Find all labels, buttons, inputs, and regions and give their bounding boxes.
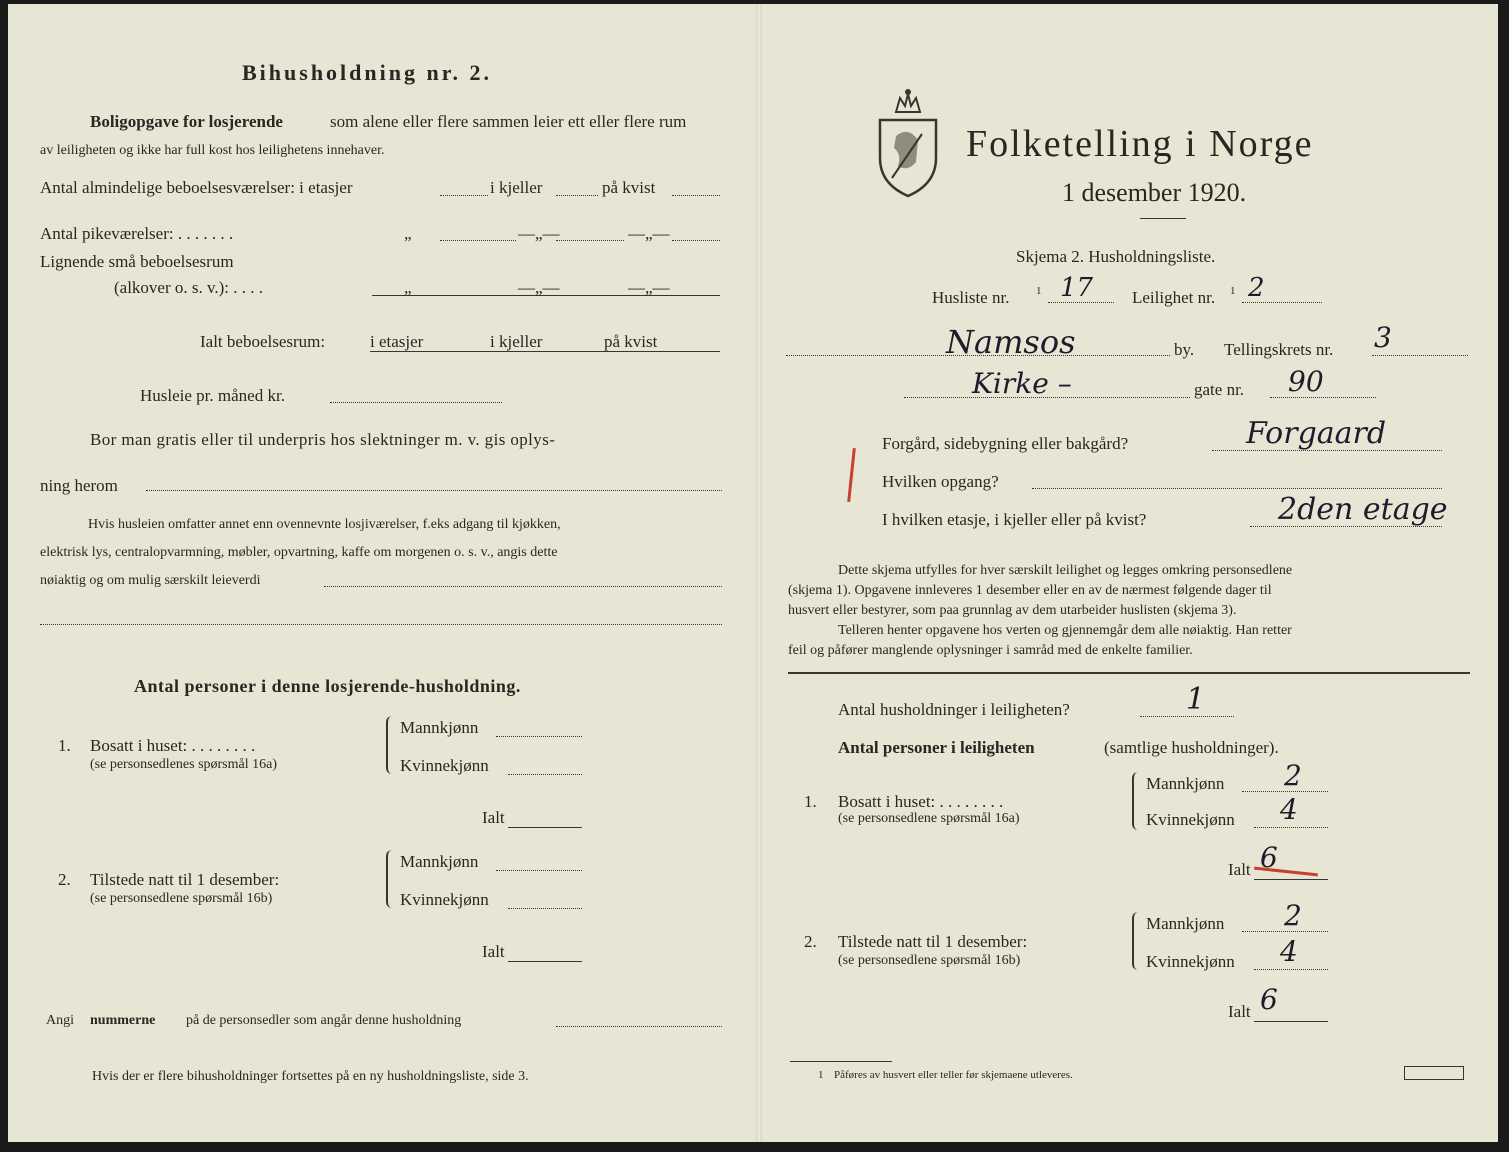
left-res-female-label: Kvinnekjønn (400, 756, 489, 775)
rent-line (330, 402, 502, 403)
numbers-rest: på de personsedler som angår denne husholdning (186, 1013, 462, 1028)
free-line (146, 490, 722, 491)
maid-line-2 (556, 240, 624, 241)
title-rule (1140, 218, 1186, 219)
free-line2: ning herom (40, 476, 118, 495)
present-total-value: 6 (1260, 983, 1278, 1016)
small-ditto-2: —„— (518, 278, 560, 297)
left-pres-female-label: Kvinnekjønn (400, 890, 489, 909)
extra-line1: Hvis husleien omfatter annet enn ovennevnte losjiværelser, f.eks adgang til kjøkken, (88, 517, 561, 532)
footnote-number: 1 (818, 1069, 824, 1081)
footnote-text: Påføres av husvert eller teller før skjemaene utleveres. (834, 1069, 1073, 1081)
small-rooms-line1: Lignende små beboelsesrum (40, 252, 234, 271)
right-res-female-line (1254, 827, 1328, 828)
rooms-attic-label: på kvist (602, 178, 656, 197)
free-line1: Bor man gratis eller til underpris hos slektninger m. v. gis oplys- (90, 430, 556, 449)
left-item1-num: 1. (58, 736, 71, 755)
extra-line-b (40, 624, 722, 625)
left-item1-brace (386, 716, 394, 774)
city-label: by. (1174, 340, 1195, 359)
rooms-basement-line (556, 195, 598, 196)
left-item1-sub: (se personsedlenes spørsmål 16a) (90, 757, 278, 772)
numbers-line (556, 1026, 722, 1027)
maid-rooms-label: Antal pikeværelser: . . . . . . . (40, 224, 234, 243)
right-item1-num: 1. (804, 792, 817, 811)
entrance-line (1032, 488, 1442, 489)
rooms-attic-line (672, 195, 720, 196)
building-answer: Forgaard (1246, 416, 1387, 451)
census-form-sheet (8, 4, 1498, 1142)
numbers-pre: Angi (46, 1013, 74, 1028)
maid-line-1 (440, 240, 516, 241)
instruction-line4: Telleren henter opgavene hos verten og gjennemgår dem alle nøiaktig. Han retter (838, 623, 1292, 638)
left-item2-num: 2. (58, 870, 71, 889)
right-item1-sub: (se personsedlene spørsmål 16a) (838, 811, 1020, 826)
right-persons-heading-bold: Antal personer i leiligheten (838, 738, 1035, 757)
maid-line-3 (672, 240, 720, 241)
bihusholdning-title: Bihusholdning nr. 2. (242, 60, 492, 85)
printer-stamp (1404, 1066, 1464, 1080)
left-res-male-label: Mannkjønn (400, 718, 479, 737)
street-value: Kirke – (972, 367, 1072, 400)
maid-ditto-2: —„— (518, 224, 560, 243)
total-rooms-label: Ialt beboelsesrum: (200, 332, 326, 351)
right-res-female-label: Kvinnekjønn (1146, 810, 1235, 829)
left-pres-male-line (496, 870, 582, 871)
right-res-total-line (1254, 879, 1328, 880)
census-title: Folketelling i Norge (966, 123, 1314, 165)
right-pres-male-label: Mannkjønn (1146, 914, 1225, 933)
extra-line-a (324, 586, 722, 587)
left-res-total-line (508, 827, 582, 828)
left-item2-brace (386, 850, 394, 908)
left-pres-total-line (508, 961, 582, 962)
intro-bold: Boligopgave for losjerende (90, 112, 283, 131)
street-number-value: 90 (1288, 365, 1324, 398)
instruction-line1: Dette skjema utfylles for hver særskilt leilighet og legges omkring personsedlene (838, 563, 1293, 578)
households-value: 1 (1186, 682, 1206, 717)
apartment-value: 2 (1248, 273, 1265, 303)
left-pres-male-label: Mannkjønn (400, 852, 479, 871)
right-item1-label: Bosatt i huset: . . . . . . . . (838, 792, 1004, 811)
left-item1-label: Bosatt i huset: . . . . . . . . (90, 736, 256, 755)
maid-ditto: „ (404, 224, 412, 243)
norwegian-coat-of-arms-icon (872, 88, 944, 200)
instruction-line5: feil og påfører manglende oplysninger i samråd med de enkelte familier. (788, 643, 1193, 658)
left-res-male-line (496, 736, 582, 737)
extra-line3: nøiaktig og om mulig særskilt leieverdi (40, 573, 261, 588)
footnote-rule (790, 1061, 892, 1062)
street-label: gate nr. (1194, 380, 1245, 399)
resident-female-value: 4 (1280, 793, 1298, 826)
left-item2-label: Tilstede natt til 1 desember: (90, 870, 280, 889)
left-res-female-line (508, 774, 582, 775)
district-label: Tellingskrets nr. (1224, 340, 1334, 359)
left-pres-total-label: Ialt (482, 942, 505, 961)
house-list-value: 17 (1060, 273, 1094, 303)
right-item2-num: 2. (804, 932, 817, 951)
house-list-label: Husliste nr. (932, 288, 1010, 307)
city-value: Namsos (946, 323, 1076, 361)
right-pres-female-line (1254, 969, 1328, 970)
left-pres-female-line (508, 908, 582, 909)
red-pencil-mark (847, 448, 856, 502)
resident-total-value: 6 (1260, 841, 1278, 874)
rent-label: Husleie pr. måned kr. (140, 386, 285, 405)
district-value: 3 (1374, 321, 1392, 354)
left-footer: Hvis der er flere bihusholdninger fortsettes på en ny husholdningsliste, side 3. (92, 1069, 529, 1084)
right-res-male-label: Mannkjønn (1146, 774, 1225, 793)
right-item2-sub: (se personsedlene spørsmål 16b) (838, 953, 1021, 968)
total-floors-label: i etasjer (370, 332, 424, 351)
right-pres-female-label: Kvinnekjønn (1146, 952, 1235, 971)
total-attic-label: på kvist (604, 332, 658, 351)
right-item1-brace (1132, 772, 1140, 830)
district-line (1372, 355, 1468, 356)
present-female-value: 4 (1280, 935, 1298, 968)
numbers-bold: nummerne (90, 1013, 156, 1028)
rooms-floors-line (440, 195, 488, 196)
left-persons-heading: Antal personer i denne losjerende-husholdning. (134, 676, 521, 696)
instruction-rule (788, 672, 1470, 674)
apartment-footnote-mark: 1 (1230, 285, 1236, 297)
right-item2-brace (1132, 912, 1140, 970)
intro-line2: av leiligheten og ikke har full kost hos leilighetens innehaver. (40, 143, 385, 158)
intro-rest: som alene eller flere sammen leier ett eller flere rum (330, 112, 687, 131)
census-date: 1 desember 1920. (1062, 178, 1247, 207)
left-item2-sub: (se personsedlene spørsmål 16b) (90, 891, 273, 906)
small-ditto: „ (404, 278, 412, 297)
present-male-value: 2 (1284, 899, 1302, 932)
maid-ditto-3: —„— (628, 224, 670, 243)
households-label: Antal husholdninger i leiligheten? (838, 700, 1070, 719)
resident-male-value: 2 (1284, 759, 1302, 792)
building-question: Forgård, sidebygning eller bakgård? (882, 434, 1129, 453)
floor-answer: 2den etage (1278, 492, 1448, 527)
floor-question: I hvilken etasje, i kjeller eller på kvist? (882, 510, 1147, 529)
entrance-question: Hvilken opgang? (882, 472, 999, 491)
extra-line2: elektrisk lys, centralopvarmning, møbler, opvartning, kaffe om morgenen o. s. v., angis dette (40, 545, 558, 560)
schema-label: Skjema 2. Husholdningsliste. (1016, 247, 1216, 266)
right-res-total-label: Ialt (1228, 860, 1251, 879)
page-fold (756, 4, 762, 1142)
apartment-label: Leilighet nr. (1132, 288, 1216, 307)
total-basement-label: i kjeller (490, 332, 543, 351)
instruction-line3: husvert eller bestyrer, som paa grunnlag av dem utarbeider huslisten (skjema 3). (788, 603, 1237, 618)
small-rooms-line2: (alkover o. s. v.): . . . . (114, 278, 264, 297)
right-item2-label: Tilstede natt til 1 desember: (838, 932, 1028, 951)
right-persons-heading-rest: (samtlige husholdninger). (1104, 738, 1279, 757)
house-list-footnote-mark: 1 (1036, 285, 1042, 297)
rooms-label: Antal almindelige beboelsesværelser: i etasjer (40, 178, 353, 197)
right-pres-total-line (1254, 1021, 1328, 1022)
rooms-basement-label: i kjeller (490, 178, 543, 197)
right-pres-total-label: Ialt (1228, 1002, 1251, 1021)
small-ditto-3: —„— (628, 278, 670, 297)
left-res-total-label: Ialt (482, 808, 505, 827)
total-rooms-underline (370, 351, 720, 352)
instruction-line2: (skjema 1). Opgavene innleveres 1 desember eller en av de nærmest følgende dager til (788, 583, 1272, 598)
